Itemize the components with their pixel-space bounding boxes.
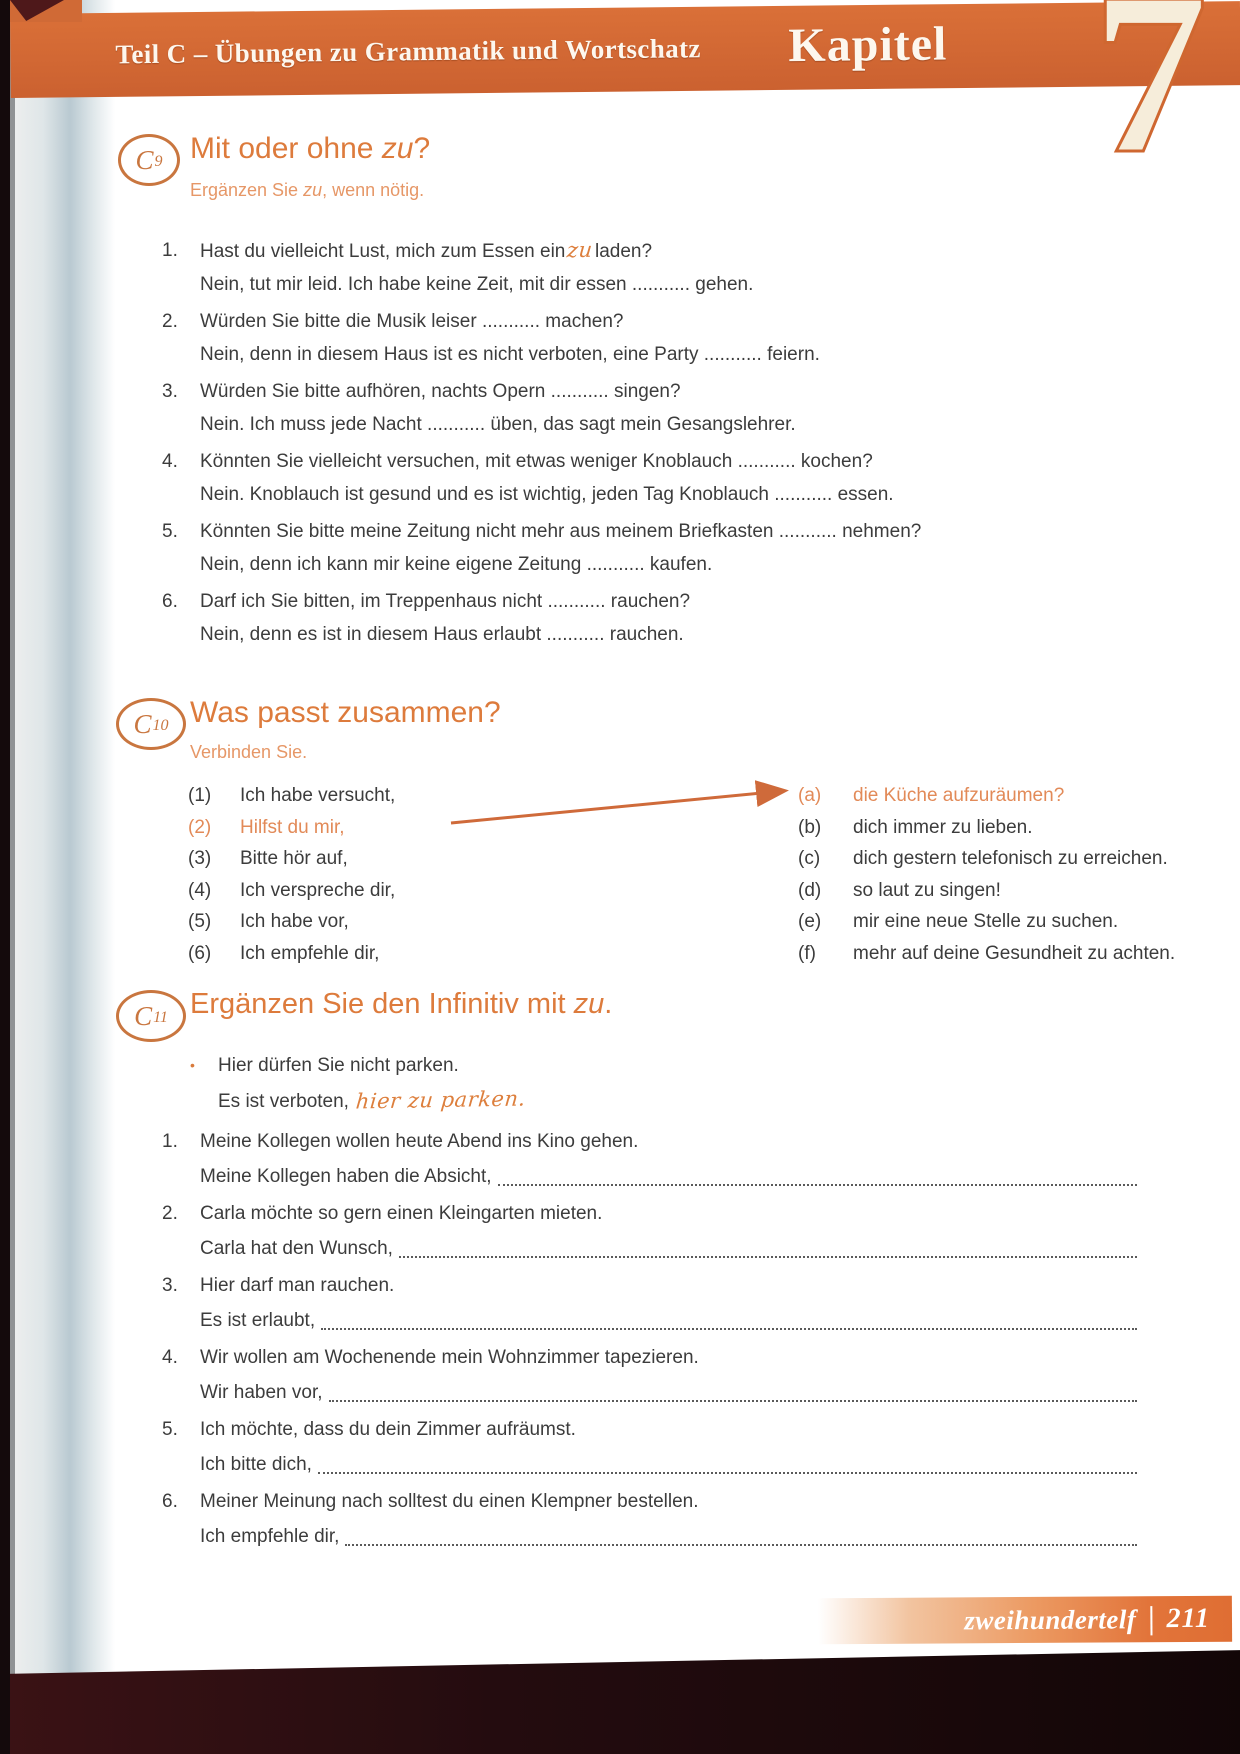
c10-title: Was passt zusammen?	[190, 696, 501, 729]
c10-left-2	[188, 812, 395, 844]
c11-item-6	[162, 1484, 1137, 1554]
c9-item-5	[162, 515, 921, 581]
c9-item-4	[162, 445, 921, 511]
dotted-blank-line	[498, 1159, 1137, 1186]
c9-sub-pre: Ergänzen Sie	[190, 180, 304, 200]
c9-item-6-question	[162, 585, 921, 618]
page-number: 211	[1166, 1602, 1211, 1635]
item-number: 3.	[162, 1275, 178, 1296]
c9-item-1-answer: Nein, tut mir leid. Ich habe keine Zeit, mit dir essen ........... gehen.	[200, 274, 754, 295]
dotted-blank-line	[399, 1231, 1137, 1258]
match-arrow	[445, 780, 805, 832]
c9-item-3	[162, 375, 921, 441]
match-text: dich immer zu lieben.	[853, 816, 1033, 838]
c10-left-6	[188, 938, 395, 970]
match-text: die Küche aufzuräumen?	[853, 785, 1065, 806]
item-letter: (c)	[798, 848, 821, 869]
item-number: (6)	[188, 942, 212, 964]
c10-right-d	[798, 875, 1175, 907]
c11-item-2-blank	[200, 1231, 1137, 1266]
item-number: (3)	[188, 848, 212, 869]
match-text: mehr auf deine Gesundheit zu achten.	[853, 942, 1176, 964]
c11-item-4-sentence	[162, 1340, 1137, 1375]
item-letter: (d)	[798, 879, 822, 901]
c9-sub-post: , wenn nötig.	[322, 180, 425, 200]
badge-c11	[116, 990, 186, 1042]
c11-item-list	[162, 1124, 1137, 1556]
c9-item-2	[162, 305, 921, 371]
c9-item-2-question	[162, 305, 921, 338]
match-text: Bitte hör auf,	[240, 848, 348, 869]
match-text: Ich empfehle dir,	[240, 942, 380, 964]
item-number: (5)	[188, 911, 212, 932]
c10-left-1	[188, 780, 395, 812]
badge-c10-letter: C	[133, 708, 152, 739]
c11-example	[190, 1048, 528, 1119]
c11-title-post: .	[604, 988, 613, 1020]
example-lead-text: Es ist verboten,	[218, 1091, 355, 1112]
c9-item-4-answer: Nein. Knoblauch ist gesund und es ist wichtig, jeden Tag Knoblauch ........... essen.	[200, 484, 894, 505]
sentence-text: Meiner Meinung nach solltest du einen Klempner bestellen.	[200, 1491, 699, 1512]
dotted-blank-line	[329, 1375, 1138, 1402]
match-text: Ich verspreche dir,	[240, 879, 396, 901]
spine-line	[10, 0, 15, 1754]
footer-divider: |	[1148, 1600, 1155, 1637]
dotted-blank-line	[321, 1303, 1137, 1330]
question-text: Darf ich Sie bitten, im Treppenhaus nicht ........... rauchen?	[200, 591, 691, 612]
page-number-word: zweihundertelf	[964, 1603, 1137, 1635]
c10-right-column	[798, 780, 1175, 969]
c11-title-zu: zu	[573, 988, 605, 1020]
sentence-text: Carla möchte so gern einen Kleingarten mieten.	[200, 1203, 603, 1224]
c9-title-pre: Mit oder ohne	[190, 132, 382, 165]
chapter-header-band	[10, 1, 1240, 98]
sentence-text: Meine Kollegen wollen heute Abend ins Kino gehen.	[200, 1131, 639, 1152]
blank-lead-text: Carla hat den Wunsch,	[200, 1238, 393, 1259]
sentence-text: Wir wollen am Wochenende mein Wohnzimmer tapezieren.	[200, 1347, 699, 1368]
example-bullet-icon: •	[190, 1057, 195, 1073]
c10-right-a	[798, 780, 1175, 812]
question-text: Würden Sie bitte die Musik leiser ........... machen?	[200, 311, 624, 332]
c11-item-2-sentence	[162, 1196, 1137, 1231]
item-number: 4.	[162, 451, 178, 472]
item-number: 1.	[162, 1131, 178, 1152]
c11-item-6-blank	[200, 1519, 1137, 1554]
blank-lead-text: Ich bitte dich,	[200, 1454, 312, 1475]
c9-title-zu: zu	[381, 132, 414, 165]
handwritten-answer: hier zu parken.	[355, 1086, 527, 1114]
badge-c9-number: 9	[154, 153, 163, 170]
match-text: Ich habe vor,	[240, 911, 349, 932]
blank-lead-text: Es ist erlaubt,	[200, 1310, 316, 1331]
item-number: (4)	[188, 879, 212, 901]
item-number: 1.	[162, 240, 178, 261]
c9-item-4-question	[162, 445, 921, 478]
c9-item-1	[162, 234, 921, 301]
item-number: 6.	[162, 591, 178, 612]
item-letter: (b)	[798, 816, 822, 838]
badge-c9-letter: C	[135, 144, 154, 175]
c11-example-line2	[218, 1083, 528, 1119]
c9-item-5-question	[162, 515, 921, 548]
badge-c10-number: 10	[152, 717, 169, 734]
match-text: mir eine neue Stelle zu suchen.	[853, 911, 1119, 932]
question-text: Könnten Sie bitte meine Zeitung nicht mehr aus meinem Briefkasten ........... nehmen?	[200, 521, 922, 542]
item-number: 5.	[162, 1419, 178, 1440]
c11-item-5-sentence	[162, 1412, 1137, 1447]
c10-right-e	[798, 906, 1175, 938]
badge-c11-number: 11	[153, 1009, 168, 1026]
item-letter: (f)	[798, 942, 816, 964]
c11-item-3	[162, 1268, 1137, 1338]
sentence-text: Ich möchte, dass du dein Zimmer aufräumst.	[200, 1419, 576, 1440]
item-number: 4.	[162, 1347, 178, 1368]
question-post: laden?	[594, 241, 653, 262]
c10-subtitle: Verbinden Sie.	[190, 742, 308, 762]
dotted-blank-line	[345, 1519, 1137, 1546]
page-number-bar	[818, 1596, 1232, 1645]
c9-item-5-answer: Nein, denn ich kann mir keine eigene Zeitung ........... kaufen.	[200, 554, 713, 575]
handwritten-answer: zu	[566, 237, 595, 263]
c11-item-5-blank	[200, 1447, 1137, 1482]
blank-lead-text: Ich empfehle dir,	[200, 1526, 340, 1547]
example-text: Hier dürfen Sie nicht parken.	[218, 1055, 459, 1076]
blank-lead-text: Meine Kollegen haben die Absicht,	[200, 1166, 492, 1187]
kapitel-label: Kapitel	[788, 17, 948, 73]
question-pre: Hast du vielleicht Lust, mich zum Essen ein	[200, 241, 566, 262]
c10-right-b	[798, 812, 1175, 844]
match-text: so laut zu singen!	[853, 879, 1001, 901]
badge-c11-letter: C	[134, 1000, 153, 1031]
c9-title	[190, 132, 430, 166]
c10-right-c	[798, 843, 1175, 875]
c9-item-6-answer: Nein, denn es ist in diesem Haus erlaubt ........... rauchen.	[200, 624, 684, 645]
scan-bottom-band	[0, 1650, 1240, 1754]
sentence-text: Hier darf man rauchen.	[200, 1275, 395, 1296]
item-letter: (e)	[798, 911, 822, 932]
c9-item-1-question	[162, 234, 921, 268]
blank-lead-text: Wir haben vor,	[200, 1382, 323, 1403]
c11-item-1-blank	[200, 1159, 1137, 1194]
chapter-number: 7	[1092, 0, 1208, 202]
c10-left-3	[188, 843, 395, 875]
item-number: 6.	[162, 1491, 178, 1512]
book-spine	[0, 0, 10, 1754]
item-number: (2)	[188, 816, 212, 838]
match-text: Ich habe versucht,	[240, 785, 396, 806]
item-number: (1)	[188, 785, 212, 806]
badge-c9	[118, 134, 180, 186]
item-number: 5.	[162, 521, 178, 542]
c9-item-6	[162, 585, 921, 651]
match-text: Hilfst du mir,	[240, 816, 345, 838]
page-curl-shadow	[15, 0, 115, 1754]
c11-item-4-blank	[200, 1375, 1137, 1410]
c9-item-2-answer: Nein, denn in diesem Haus ist es nicht verboten, eine Party ........... feiern.	[200, 344, 820, 365]
c9-item-3-question	[162, 375, 921, 408]
item-number: 2.	[162, 1203, 178, 1224]
c11-item-2	[162, 1196, 1137, 1266]
c9-sub-zu: zu	[303, 180, 323, 200]
dotted-blank-line	[318, 1447, 1137, 1474]
c9-title-post: ?	[413, 132, 431, 165]
c11-title	[190, 988, 612, 1021]
item-letter: (a)	[798, 785, 822, 806]
c11-item-6-sentence	[162, 1484, 1137, 1519]
c9-item-list	[162, 234, 921, 655]
c11-title-pre: Ergänzen Sie den Infinitiv mit	[190, 988, 574, 1020]
c11-item-3-blank	[200, 1303, 1137, 1338]
c11-example-line1	[190, 1048, 528, 1083]
c9-subtitle	[190, 180, 424, 201]
c11-item-3-sentence	[162, 1268, 1137, 1303]
c11-item-1-sentence	[162, 1124, 1137, 1159]
c11-item-4	[162, 1340, 1137, 1410]
c9-item-3-answer: Nein. Ich muss jede Nacht ........... üben, das sagt mein Gesangslehrer.	[200, 414, 796, 435]
question-text: Würden Sie bitte aufhören, nachts Opern ........... singen?	[200, 381, 681, 402]
c11-item-1	[162, 1124, 1137, 1194]
match-text: dich gestern telefonisch zu erreichen.	[853, 848, 1168, 869]
badge-c10	[116, 698, 186, 750]
section-breadcrumb: Teil C – Übungen zu Grammatik und Wortschatz	[115, 33, 701, 70]
item-number: 3.	[162, 381, 178, 402]
c11-item-5	[162, 1412, 1137, 1482]
example-lead	[218, 1083, 528, 1119]
question-text	[200, 234, 652, 268]
item-number: 2.	[162, 311, 178, 332]
c10-left-4	[188, 875, 395, 907]
c10-left-column	[188, 780, 395, 969]
c10-right-f	[798, 938, 1175, 970]
c10-left-5	[188, 906, 395, 938]
question-text: Könnten Sie vielleicht versuchen, mit etwas weniger Knoblauch ........... kochen?	[200, 451, 873, 472]
